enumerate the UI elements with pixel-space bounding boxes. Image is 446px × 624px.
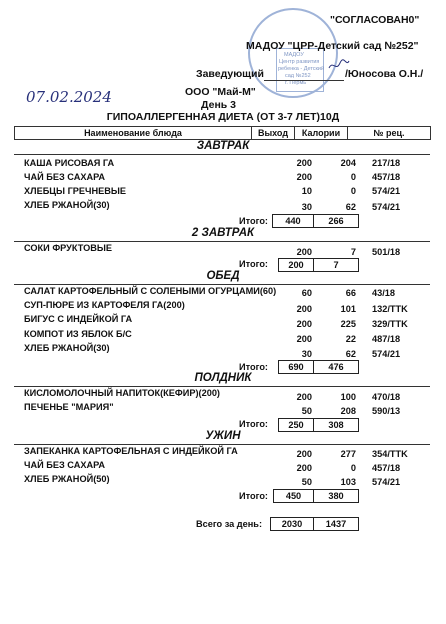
dish-name: ЧАЙ БЕЗ САХАРА [24, 460, 106, 470]
dish-recipe: 574/21 [372, 477, 401, 487]
day-label: День 3 [201, 99, 237, 111]
dish-output: 30 [301, 349, 312, 359]
total-output: 200 [278, 258, 314, 272]
dish-calories: 62 [345, 202, 356, 212]
total-label: Итого: [239, 362, 268, 372]
dish-calories: 204 [340, 158, 356, 168]
grand-total-calories: 1437 [313, 517, 359, 531]
dish-name: ХЛЕБЦЫ ГРЕЧНЕВЫЕ [24, 186, 127, 196]
dish-name: ХЛЕБ РЖАНОЙ(50) [24, 474, 110, 484]
dish-calories: 225 [340, 319, 356, 329]
total-calories: 476 [313, 360, 359, 374]
approval-title: "СОГЛАСОВАН0" [330, 14, 420, 26]
total-calories: 380 [313, 489, 359, 503]
dish-output: 200 [296, 158, 312, 168]
grand-total-label: Всего за день: [195, 519, 262, 529]
dish-name: КОМПОТ ИЗ ЯБЛОК Б/С [24, 329, 132, 339]
dish-recipe: 574/21 [372, 349, 401, 359]
dish-name: ЗАПЕКАНКА КАРТОФЕЛЬНАЯ С ИНДЕЙКОЙ ГА [24, 446, 238, 456]
dish-name: СУП-ПЮРЕ ИЗ КАРТОФЕЛЯ ГА(200) [24, 300, 185, 310]
dish-calories: 0 [350, 463, 356, 473]
dish-recipe: 329/TTK [372, 319, 408, 329]
diet-title: ГИПОАЛЛЕРГЕННАЯ ДИЕТА (ОТ 3-7 ЛЕТ)10Д [106, 111, 340, 123]
col-header-name: Наименование блюда [14, 126, 252, 140]
dish-output: 200 [296, 463, 312, 473]
section-title-snack: ПОЛДНИК [194, 372, 252, 384]
dish-calories: 66 [345, 288, 356, 298]
dish-name: СОКИ ФРУКТОВЫЕ [24, 243, 113, 253]
dish-name: ЧАЙ БЕЗ САХАРА [24, 172, 106, 182]
dish-output: 30 [301, 202, 312, 212]
dish-output: 50 [301, 406, 312, 416]
dish-output: 10 [301, 186, 312, 196]
section-title-breakfast2: 2 ЗАВТРАК [191, 227, 255, 239]
dish-recipe: 501/18 [372, 247, 401, 257]
dish-output: 60 [301, 288, 312, 298]
dish-recipe: 457/18 [372, 463, 401, 473]
dish-recipe: 470/18 [372, 392, 401, 402]
dish-output: 200 [296, 319, 312, 329]
dish-name: САЛАТ КАРТОФЕЛЬНЫЙ С СОЛЕНЫМИ ОГУРЦАМИ(60) [24, 286, 277, 296]
dish-name: ПЕЧЕНЬЕ "МАРИЯ" [24, 402, 114, 412]
head-name: /Юносова О.Н./ [345, 68, 424, 80]
dish-output: 50 [301, 477, 312, 487]
section-title-breakfast: ЗАВТРАК [196, 140, 250, 152]
dish-output: 200 [296, 304, 312, 314]
dish-calories: 277 [340, 449, 356, 459]
section-divider [14, 386, 430, 387]
dish-recipe: 487/18 [372, 334, 401, 344]
dish-recipe: 590/13 [372, 406, 401, 416]
stamp-line: МАДОУ [284, 52, 304, 58]
dish-recipe: 132/TTK [372, 304, 408, 314]
section-divider [14, 284, 430, 285]
dish-calories: 7 [350, 247, 356, 257]
handwritten-date: 07.02.2024 [26, 88, 112, 106]
dish-name: ХЛЕБ РЖАНОЙ(30) [24, 200, 110, 210]
grand-total-output: 2030 [270, 517, 314, 531]
total-calories: 266 [313, 214, 359, 228]
total-output: 250 [278, 418, 314, 432]
stamp-line: сад №252 [285, 73, 311, 79]
organization-name: МАДОУ "ЦРР-Детский сад №252" [246, 40, 419, 52]
dish-output: 200 [296, 247, 312, 257]
head-label: Заведующий [196, 68, 264, 80]
signature-line [264, 80, 344, 81]
dish-calories: 0 [350, 186, 356, 196]
dish-recipe: 457/18 [372, 172, 401, 182]
dish-name: КИСЛОМОЛОЧНЫЙ НАПИТОК(КЕФИР)(200) [24, 388, 220, 398]
dish-recipe: 574/21 [372, 202, 401, 212]
total-output: 450 [273, 489, 314, 503]
section-title-dinner: УЖИН [205, 430, 241, 442]
col-header-calories: Калории [294, 126, 348, 140]
dish-calories: 0 [350, 172, 356, 182]
dish-calories: 101 [340, 304, 356, 314]
dish-calories: 22 [345, 334, 356, 344]
total-calories: 7 [313, 258, 359, 272]
dish-output: 200 [296, 392, 312, 402]
total-output: 440 [272, 214, 314, 228]
col-header-output: Выход [251, 126, 295, 140]
section-title-lunch: ОБЕД [206, 270, 240, 282]
total-label: Итого: [239, 259, 268, 269]
dish-recipe: 354/TTK [372, 449, 408, 459]
total-label: Итого: [239, 419, 268, 429]
section-divider [14, 241, 430, 242]
dish-name: БИГУС С ИНДЕЙКОЙ ГА [24, 314, 133, 324]
dish-calories: 208 [340, 406, 356, 416]
dish-recipe: 43/18 [372, 288, 395, 298]
section-divider [14, 444, 430, 445]
dish-output: 200 [296, 449, 312, 459]
dish-output: 200 [296, 334, 312, 344]
total-label: Итого: [239, 491, 268, 501]
dish-calories: 100 [340, 392, 356, 402]
dish-name: ХЛЕБ РЖАНОЙ(30) [24, 343, 110, 353]
col-header-recipe: № рец. [347, 126, 431, 140]
dish-calories: 62 [345, 349, 356, 359]
section-divider [14, 154, 430, 155]
dish-recipe: 574/21 [372, 186, 401, 196]
stamp-line: г. Пермь [285, 80, 307, 86]
dish-name: КАША РИСОВАЯ ГА [24, 158, 115, 168]
stamp-line: Центр развития [279, 59, 320, 65]
total-output: 690 [278, 360, 314, 374]
dish-output: 200 [296, 172, 312, 182]
total-label: Итого: [239, 216, 268, 226]
dish-calories: 103 [340, 477, 356, 487]
stamp-line: ребенка - Детский [278, 66, 325, 72]
dish-recipe: 217/18 [372, 158, 401, 168]
company-name: ООО "Май-М" [185, 86, 256, 98]
total-calories: 308 [313, 418, 359, 432]
